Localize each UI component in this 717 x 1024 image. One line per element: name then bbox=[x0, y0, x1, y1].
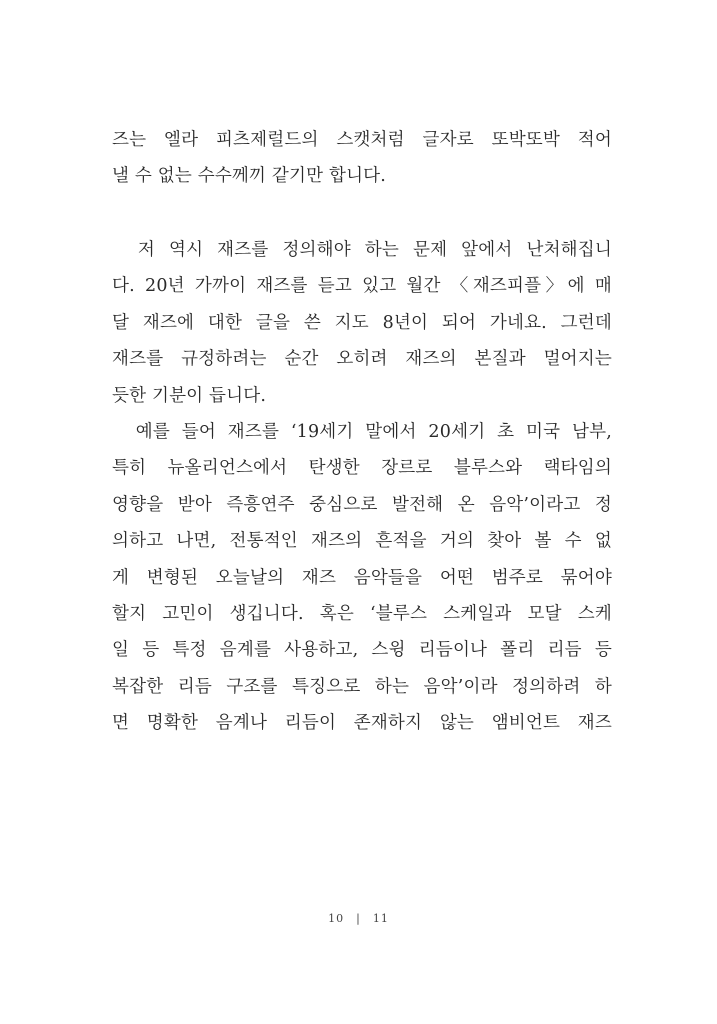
paragraph-main bbox=[112, 232, 612, 741]
text-line: 특히 뉴올리언스에서 탄생한 장르로 블루스와 랙타임의 bbox=[112, 458, 612, 479]
text-line: 일 등 특정 음계를 사용하고, 스윙 리듬이나 폴리 리듬 등 bbox=[112, 640, 612, 661]
text-line: 재즈를 규정하려는 순간 오히려 재즈의 본질과 멀어지는 bbox=[112, 349, 612, 370]
text-line: 예를 들어 재즈를 ‘19세기 말에서 20세기 초 미국 남부, bbox=[112, 421, 612, 442]
text-line: 즈는 엘라 피츠제럴드의 스캣처럼 글자로 또박또박 적어 bbox=[112, 130, 612, 150]
left-page-number: 10 bbox=[328, 912, 345, 925]
text-line: 듯한 기분이 듭니다. bbox=[112, 385, 267, 406]
text-line: 복잡한 리듬 구조를 특징으로 하는 음악’이라 정의하려 하 bbox=[112, 676, 612, 697]
page-numbers bbox=[0, 912, 717, 925]
text-line: 저 역시 재즈를 정의해야 하는 문제 앞에서 난처해집니 bbox=[112, 240, 612, 260]
text-line: 낼 수 없는 수수께끼 같기만 합니다. bbox=[112, 166, 387, 187]
text-line: 할지 고민이 생깁니다. 혹은 ‘블루스 스케일과 모달 스케 bbox=[112, 603, 612, 624]
text-line: 달 재즈에 대한 글을 쓴 지도 8년이 되어 가네요. 그런데 bbox=[112, 312, 612, 333]
text-line: 게 변형된 오늘날의 재즈 음악들을 어떤 범주로 묶어야 bbox=[112, 567, 612, 588]
text-line: 의하고 나면, 전통적인 재즈의 흔적을 거의 찾아 볼 수 없 bbox=[112, 531, 612, 552]
right-page-number: 11 bbox=[372, 912, 389, 925]
page-number-separator: | bbox=[356, 912, 361, 925]
paragraph-continuation bbox=[112, 122, 612, 195]
text-line: 영향을 받아 즉흥연주 중심으로 발전해 온 음악’이라고 정 bbox=[112, 494, 612, 515]
text-line: 다. 20년 가까이 재즈를 듣고 있고 월간 〈재즈피플〉에 매 bbox=[112, 276, 612, 297]
text-line: 면 명확한 음계나 리듬이 존재하지 않는 앰비언트 재즈 bbox=[112, 713, 612, 734]
